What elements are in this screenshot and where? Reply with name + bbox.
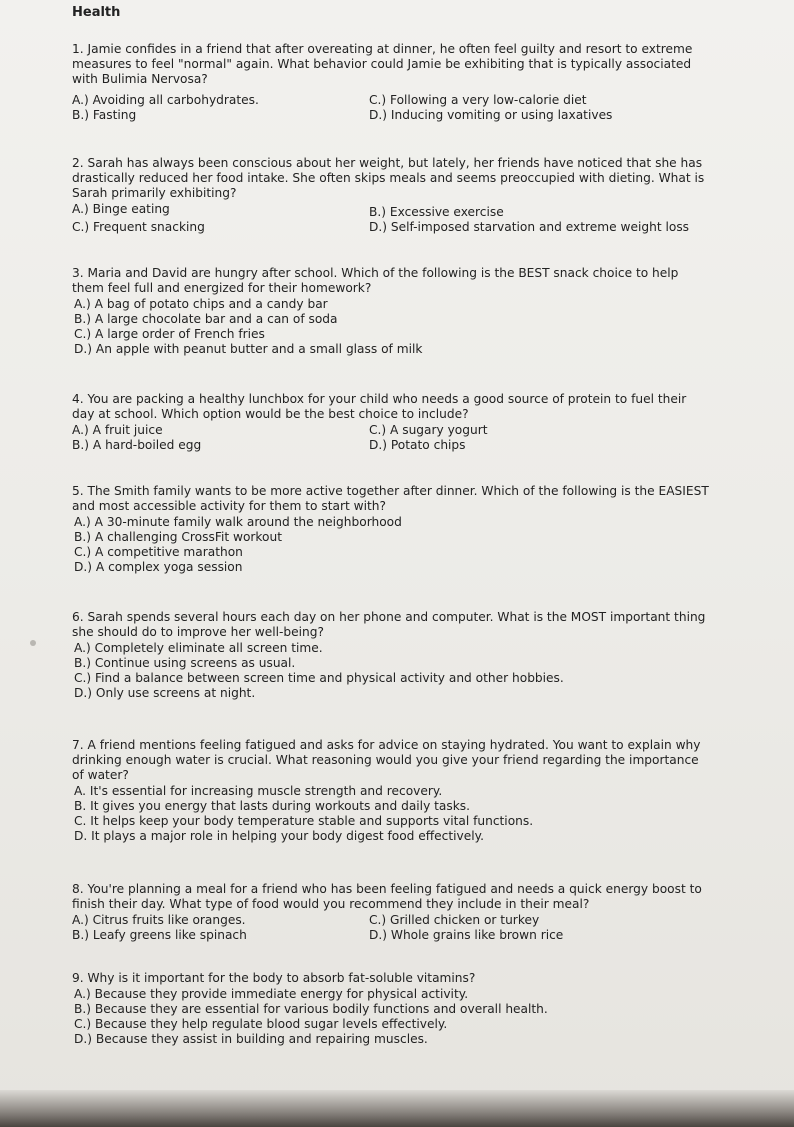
question-stem: 8. You're planning a meal for a friend who has been feeling fatigued and needs a quick energy boost to finish their day. What type of food would you recommend they include in their meal? (72, 882, 702, 911)
question-stem: 7. A friend mentions feeling fatigued and asks for advice on staying hydrated. You want to explain why drinking enough water is crucial. What reasoning would you give your friend regarding the importance of water? (72, 738, 701, 782)
question-5 (72, 484, 712, 575)
option-d: D.) Potato chips (369, 438, 466, 452)
question-stem: 1. Jamie confides in a friend that after overeating at dinner, he often feel guilty and resort to extreme measures to feel "normal" again. What behavior could Jamie be exhibiting that is typically associated with Bulimia Nervosa? (72, 42, 693, 86)
option-b: B.) Leafy greens like spinach (72, 928, 247, 942)
option-c: C.) Because they help regulate blood sugar levels effectively. (74, 1017, 448, 1031)
option-b: B.) Fasting (72, 108, 137, 122)
option-b: B.) Continue using screens as usual. (74, 656, 296, 670)
option-b: B.) A large chocolate bar and a can of soda (74, 312, 338, 326)
option-a: A.) Binge eating (72, 202, 170, 216)
option-a: A.) A bag of potato chips and a candy bar (74, 297, 328, 311)
question-7 (72, 738, 712, 844)
question-2 (72, 156, 712, 235)
option-d: D.) A complex yoga session (74, 560, 243, 574)
option-c: C.) A large order of French fries (74, 327, 265, 341)
option-a: A.) A fruit juice (72, 423, 163, 437)
option-b: B.) Excessive exercise (369, 205, 504, 219)
page-title: Health (72, 5, 121, 20)
option-b: B.) Because they are essential for various bodily functions and overall health. (74, 1002, 548, 1016)
question-9 (72, 971, 712, 1047)
option-c: C.) A sugary yogurt (369, 423, 488, 437)
question-3 (72, 266, 712, 357)
option-b: B.) A hard-boiled egg (72, 438, 202, 452)
option-c: C.) Grilled chicken or turkey (369, 913, 540, 927)
question-stem: 9. Why is it important for the body to absorb fat-soluble vitamins? (72, 971, 476, 985)
option-a: A.) A 30-minute family walk around the neighborhood (74, 515, 402, 529)
option-a: A. It's essential for increasing muscle strength and recovery. (74, 784, 443, 798)
page-bottom-edge (0, 1090, 794, 1127)
question-8 (72, 882, 712, 943)
option-c: C.) Find a balance between screen time and physical activity and other hobbies. (74, 671, 564, 685)
question-4 (72, 392, 712, 453)
option-a: A.) Avoiding all carbohydrates. (72, 93, 259, 107)
option-d: D.) Because they assist in building and repairing muscles. (74, 1032, 428, 1046)
question-stem: 6. Sarah spends several hours each day on her phone and computer. What is the MOST important thing she should do to improve her well-being? (72, 610, 706, 639)
option-a: A.) Because they provide immediate energy for physical activity. (74, 987, 469, 1001)
option-a: A.) Citrus fruits like oranges. (72, 913, 246, 927)
option-c: C. It helps keep your body temperature stable and supports vital functions. (74, 814, 534, 828)
question-6 (72, 610, 712, 701)
question-stem: 2. Sarah has always been conscious about her weight, but lately, her friends have noticed that she has drastically reduced her food intake. She often skips meals and seems preoccupied with dieting. What is Sarah primarily exhibiting? (72, 156, 705, 200)
option-a: A.) Completely eliminate all screen time. (74, 641, 323, 655)
option-d: D. It plays a major role in helping your body digest food effectively. (74, 829, 484, 843)
option-b: B. It gives you energy that lasts during workouts and daily tasks. (74, 799, 471, 813)
paper-smudge (30, 640, 36, 646)
question-stem: 4. You are packing a healthy lunchbox for your child who needs a good source of protein to fuel their day at school. Which option would be the best choice to include? (72, 392, 687, 421)
option-d: D.) Whole grains like brown rice (369, 928, 564, 942)
question-stem: 5. The Smith family wants to be more active together after dinner. Which of the following is the EASIEST and most accessible activity for them to start with? (72, 484, 709, 513)
option-d: D.) Inducing vomiting or using laxatives (369, 108, 613, 122)
option-d: D.) Only use screens at night. (74, 686, 256, 700)
option-c: C.) Following a very low-calorie diet (369, 93, 587, 107)
option-d: D.) An apple with peanut butter and a small glass of milk (74, 342, 423, 356)
question-stem: 3. Maria and David are hungry after school. Which of the following is the BEST snack choice to help them feel full and energized for their homework? (72, 266, 679, 295)
question-1 (72, 42, 712, 123)
option-c: C.) A competitive marathon (74, 545, 243, 559)
option-c: C.) Frequent snacking (72, 220, 205, 234)
option-b: B.) A challenging CrossFit workout (74, 530, 283, 544)
option-d: D.) Self-imposed starvation and extreme weight loss (369, 220, 690, 234)
